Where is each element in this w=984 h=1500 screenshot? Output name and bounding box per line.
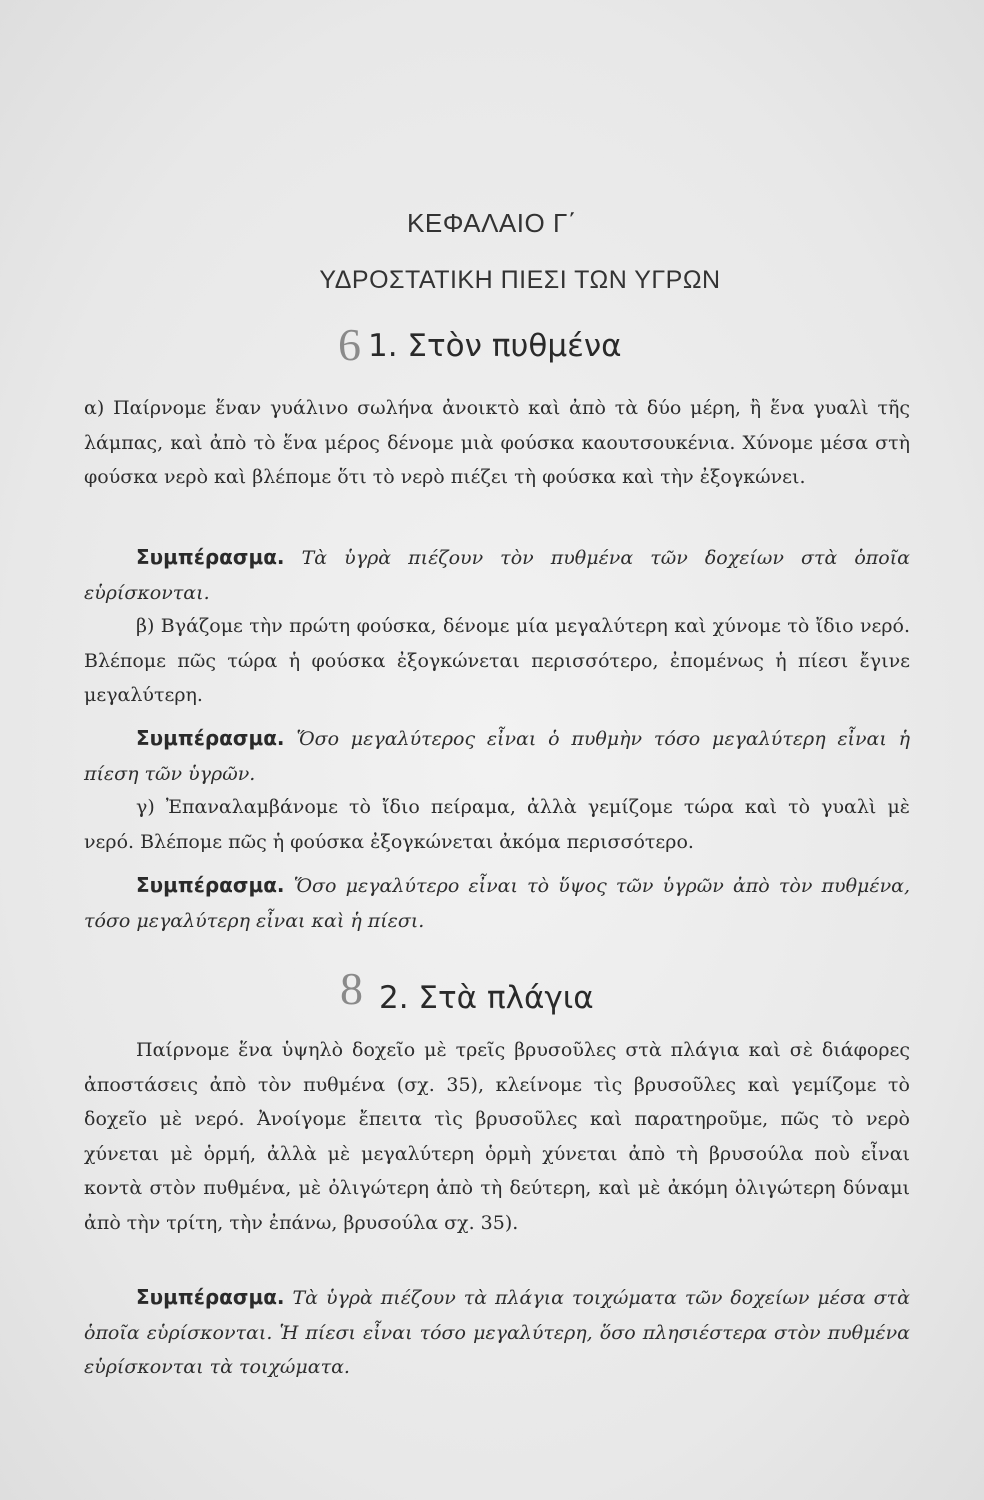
conclusion-label: Συμπέρασμα.	[136, 545, 285, 569]
conclusion-c	[84, 868, 910, 938]
paragraph-b: β) Βγάζομε τὴν πρώτη φούσκα, δένομε μία μεγαλύτερη καὶ χύνομε τὸ ἴδιο νερό. Βλέπομε πῶς τώρα ἡ φούσκα ἐξογκώνεται περισσότερο, ἐπομένως ἡ πίεσι ἔγινε μεγαλύτερη.	[84, 615, 910, 706]
conclusion-sides	[84, 1280, 910, 1385]
pencil-annotation: 8	[340, 963, 363, 1014]
conclusion-text: Τὰ ὑγρὰ πιέζουν τὸν πυθμένα τῶν δοχείων στὰ ὁποῖα εὑρίσκονται.	[84, 547, 910, 604]
paragraph-sides: Παίρνομε ἕνα ὑψηλὸ δοχεῖο μὲ τρεῖς βρυσοῦλες στὰ πλάγια καὶ σὲ διάφορες ἀποστάσεις ἀπὸ τὸν πυθμένα (σχ. 35), κλείνομε τὶς βρυσοῦλες καὶ γεμίζομε τὸ δοχεῖο μὲ νερό. Ἀνοίγομε ἔπειτα τὶς βρυσοῦλες καὶ παρατηροῦμε, πῶς τὸ νερὸ χύνεται μὲ ὁρμή, ἀλλὰ μὲ μεγαλύτερη ὁρμὴ χύνεται ἀπὸ τὴ βρυσούλα ποὺ εἶναι κοντὰ στὸν πυθμένα, μὲ ὀλιγώτερη ἀπὸ τὴ δεύτερη, καὶ μὲ ἀκόμη ὀλιγώτερη δύναμι ἀπὸ τὴν τρίτη, τὴν ἐπάνω, βρυσούλα σχ. 35).	[84, 1039, 910, 1234]
pencil-annotation: 6	[338, 319, 361, 370]
conclusion-label: Συμπέρασμα.	[136, 873, 285, 897]
conclusion-text: Τὰ ὑγρὰ πιέζουν τὰ πλάγια τοιχώματα τῶν δοχείων μέσα στὰ ὁποῖα εὑρίσκονται. Ἡ πίεσι εἶναι τόσο μεγαλύτερη, ὅσο πλησιέστερα στὸν πυθμένα εὑρίσκονται τὰ τοιχώματα.	[84, 1287, 910, 1378]
conclusion-b	[84, 721, 910, 791]
conclusion-text: Ὅσο μεγαλύτερο εἶναι τὸ ὕψος τῶν ὑγρῶν ἀπὸ τὸν πυθμένα, τόσο μεγαλύτερη εἶναι καὶ ἡ πίεσι.	[84, 875, 911, 932]
section-heading-2: 2. Στὰ πλάγια	[379, 980, 594, 1016]
chapter-title: ΚΕΦΑΛΑΙΟ Γ΄	[407, 208, 577, 238]
conclusion-text: Ὅσο μεγαλύτερος εἶναι ὁ πυθμὴν τόσο μεγαλύτερη εἶναι ἡ πίεση τῶν ὑγρῶν.	[84, 728, 910, 785]
chapter-subtitle: ΥΔΡΟΣΤΑΤΙΚΗ ΠΙΕΣΙ ΤΩΝ ΥΓΡΩΝ	[319, 266, 721, 294]
conclusion-a	[84, 540, 910, 610]
paragraph-a: α) Παίρνομε ἕναν γυάλινο σωλήνα ἀνοικτὸ καὶ ἀπὸ τὰ δύο μέρη, ἢ ἕνα γυαλὶ τῆς λάμπας, καὶ ἀπὸ τὸ ἕνα μέρος δένομε μιὰ φούσκα καουτσουκένια. Χύνομε μέσα στὴ φούσκα νερὸ καὶ βλέπομε ὅτι τὸ νερὸ πιέζει τὴ φούσκα καὶ τὴν ἐξογκώνει.	[84, 397, 910, 488]
section-heading-1: 1. Στὸν πυθμένα	[368, 328, 622, 364]
conclusion-label: Συμπέρασμα.	[136, 726, 285, 750]
conclusion-label: Συμπέρασμα.	[136, 1285, 285, 1309]
paragraph-c: γ) Ἐπαναλαμβάνομε τὸ ἴδιο πείραμα, ἀλλὰ γεμίζομε τώρα καὶ τὸ γυαλὶ μὲ νερό. Βλέπομε πῶς ἡ φούσκα ἐξογκώνεται ἀκόμα περισσότερο.	[84, 796, 910, 853]
